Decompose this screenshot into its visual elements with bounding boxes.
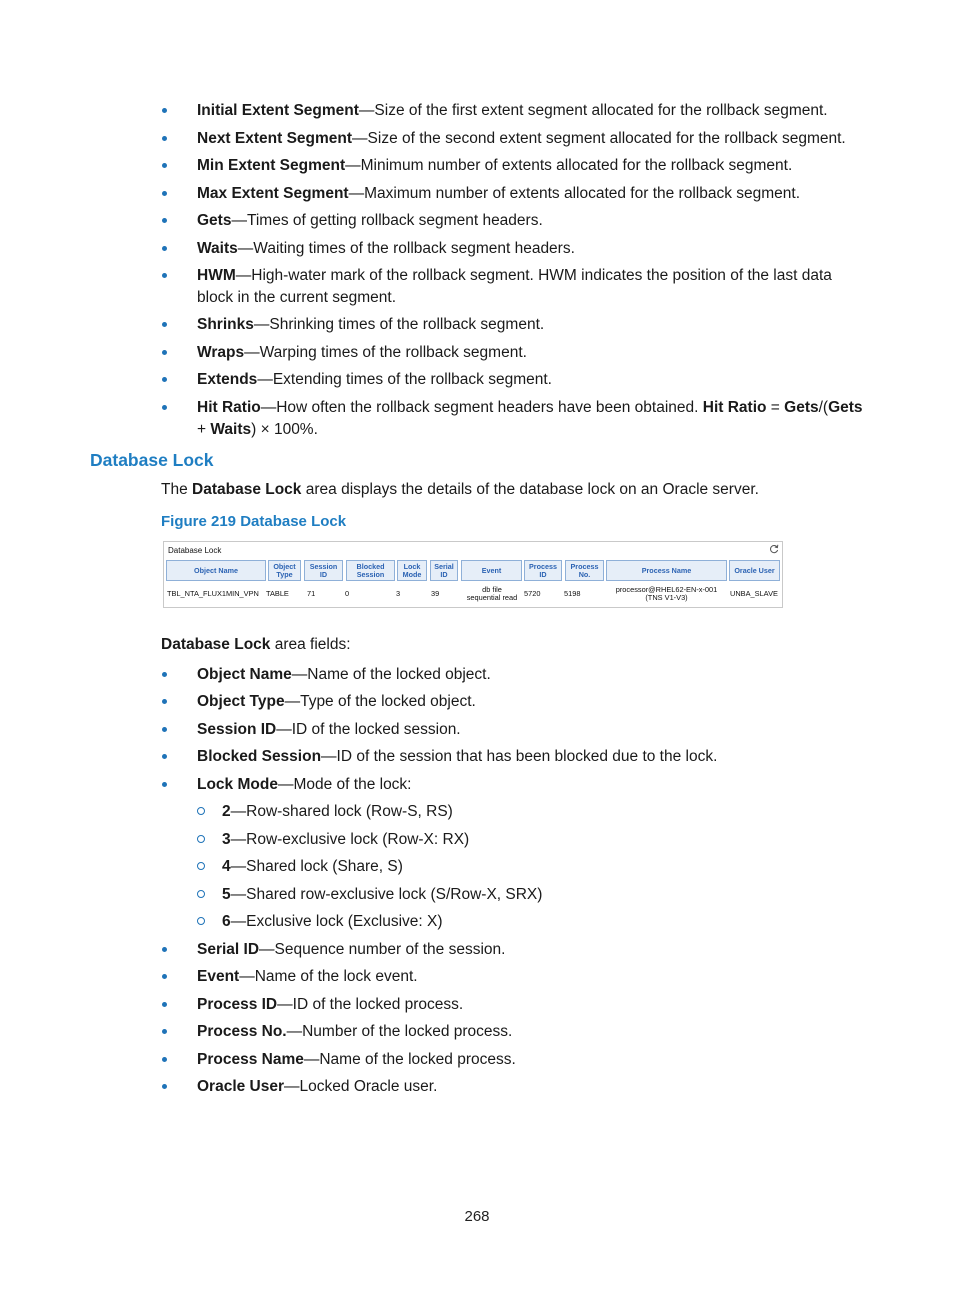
description: —Name of the locked process. <box>303 1051 516 1068</box>
term: Process ID <box>197 996 278 1013</box>
circle-bullet-icon <box>197 807 205 815</box>
header-label: Oracle User <box>734 565 775 575</box>
header-label: Process <box>529 561 557 571</box>
list-item <box>0 100 954 122</box>
bullet-icon <box>162 191 167 196</box>
bullet-icon <box>162 754 167 759</box>
description: —Size of the second extent segment allocated for the rollback segment. <box>352 130 846 147</box>
cell-line: db file <box>482 585 502 594</box>
term: Next Extent Segment <box>197 130 353 147</box>
description: —Minimum number of extents allocated for the rollback segment. <box>345 157 793 174</box>
term: Gets <box>197 212 232 229</box>
list-item <box>0 342 954 364</box>
bullet-icon <box>162 405 167 410</box>
description: —Number of the locked process. <box>286 1023 513 1040</box>
term: Waits <box>197 240 238 257</box>
bullet-icon <box>162 136 167 141</box>
term: HWM <box>197 267 236 284</box>
term: Max Extent Segment <box>197 185 349 202</box>
list-item <box>0 369 954 391</box>
column-header-session-id[interactable] <box>304 560 343 581</box>
column-header-blocked-session[interactable] <box>346 560 395 581</box>
list-item <box>0 128 954 150</box>
list-item <box>0 314 954 336</box>
header-label: Lock <box>403 561 421 571</box>
formula-text: = <box>766 399 785 416</box>
header-label: Object <box>273 561 296 571</box>
description: —Mode of the lock: <box>277 776 412 793</box>
cell-serial-id: 39 <box>431 589 440 598</box>
bullet-icon <box>162 1084 167 1089</box>
term: Wraps <box>197 344 245 361</box>
list-item <box>0 994 954 1016</box>
cell-object-type: TABLE <box>266 589 289 598</box>
description: —ID of the locked session. <box>276 721 461 738</box>
list-item <box>0 746 954 768</box>
term: 5 <box>222 886 231 903</box>
header-label: ID <box>440 569 448 579</box>
formula-term: Waits <box>210 420 252 438</box>
intro-text: area displays the details of the database lock on an Oracle server. <box>301 481 759 498</box>
description: —Times of getting rollback segment headers. <box>231 212 543 229</box>
term: Min Extent Segment <box>197 157 346 174</box>
header-label: No. <box>578 569 591 579</box>
description: —Name of the locked object. <box>291 666 491 683</box>
figure-caption: Figure 219 Database Lock <box>161 513 347 530</box>
list-item <box>0 265 954 309</box>
bullet-icon <box>162 782 167 787</box>
description: —Locked Oracle user. <box>284 1078 438 1095</box>
term: Serial ID <box>197 941 260 958</box>
description: —Waiting times of the rollback segment headers. <box>237 240 575 257</box>
formula-term: Hit Ratio <box>702 399 767 416</box>
column-header-serial-id[interactable] <box>430 560 458 581</box>
description: —Exclusive lock (Exclusive: X) <box>230 913 443 930</box>
formula-term: Gets <box>828 399 863 416</box>
header-label: Blocked <box>356 561 385 571</box>
page-number: 268 <box>464 1208 490 1225</box>
column-header-process-id[interactable] <box>524 560 562 581</box>
section-heading: Database Lock <box>90 450 214 470</box>
term: 3 <box>222 831 231 848</box>
term: Oracle User <box>197 1078 285 1095</box>
sub-list-item <box>0 856 954 878</box>
description: —Row-exclusive lock (Row-X: RX) <box>230 831 470 848</box>
header-label: ID <box>539 569 547 579</box>
term: Initial Extent Segment <box>197 102 359 119</box>
cell-lock-mode: 3 <box>396 589 401 598</box>
list-item <box>0 1021 954 1043</box>
description: —Sequence number of the session. <box>259 941 506 958</box>
cell-process-name <box>606 586 727 602</box>
bullet-icon <box>162 974 167 979</box>
cell-object-name: TBL_NTA_FLUX1MIN_VPN <box>167 589 259 598</box>
term: Object Type <box>197 693 285 710</box>
circle-bullet-icon <box>197 862 205 870</box>
description: —Row-shared lock (Row-S, RS) <box>230 803 453 820</box>
panel-title: Database Lock <box>168 546 222 555</box>
header-label: ID <box>319 569 328 579</box>
bullet-icon <box>162 1002 167 1007</box>
description: —ID of the locked process. <box>277 996 464 1013</box>
cell-line: processor@RHEL62-EN-x-001 <box>615 585 718 594</box>
bullet-icon <box>162 350 167 355</box>
list-item <box>0 719 954 741</box>
bullet-icon <box>162 1029 167 1034</box>
fields-intro <box>161 636 351 654</box>
header-label: Event <box>481 565 502 575</box>
term: Extends <box>197 371 258 388</box>
list-item <box>0 1049 954 1071</box>
term: Hit Ratio <box>197 399 261 416</box>
intro-term: Database Lock <box>192 481 302 498</box>
list-item <box>0 1076 954 1098</box>
bullet-icon <box>162 246 167 251</box>
column-header-object-name[interactable] <box>166 560 266 581</box>
header-label: Mode <box>402 569 422 579</box>
description: area fields: <box>270 636 351 653</box>
bullet-icon <box>162 1057 167 1062</box>
circle-bullet-icon <box>197 835 205 843</box>
description: —Shared row-exclusive lock (S/Row-X, SRX) <box>230 886 543 903</box>
list-item <box>0 210 954 232</box>
bullet-icon <box>162 218 167 223</box>
formula-term: Gets <box>784 399 819 416</box>
term: Process Name <box>197 1051 304 1068</box>
list-item-hit-ratio <box>0 397 954 441</box>
column-header-object-type[interactable] <box>268 560 301 581</box>
cell-event <box>462 586 522 602</box>
formula-text: ) × 100%. <box>251 420 318 438</box>
header-label: Process <box>570 561 599 571</box>
bullet-icon <box>162 377 167 382</box>
description: —Warping times of the rollback segment. <box>244 344 527 361</box>
bullet-icon <box>162 108 167 113</box>
header-label: Type <box>276 569 293 579</box>
cell-line: sequential read <box>466 593 518 602</box>
sub-list-item <box>0 911 954 933</box>
description: —Shared lock (Share, S) <box>230 858 403 875</box>
sub-list-item <box>0 884 954 906</box>
circle-bullet-icon <box>197 917 205 925</box>
list-item <box>0 155 954 177</box>
list-item <box>0 183 954 205</box>
bullet-icon <box>162 672 167 677</box>
formula-text: + <box>197 420 211 438</box>
header-label: Session <box>356 569 385 579</box>
header-label: Process Name <box>641 565 692 575</box>
column-header-process-name[interactable] <box>606 560 727 581</box>
description: —ID of the session that has been blocked due to the lock. <box>321 748 718 765</box>
term: Object Name <box>197 666 292 683</box>
refresh-icon[interactable] <box>769 544 779 554</box>
description: —Type of the locked object. <box>284 693 476 710</box>
header-label: Object Name <box>194 565 238 575</box>
term: Database Lock <box>161 636 271 653</box>
term: Session ID <box>197 721 277 738</box>
cell-oracle-user: UNBA_SLAVE <box>730 589 778 598</box>
column-header-oracle-user[interactable] <box>729 560 780 581</box>
column-header-process-no[interactable] <box>565 560 604 581</box>
cell-process-no: 5198 <box>564 589 581 598</box>
formula-text: /( <box>818 399 829 416</box>
bullet-icon <box>162 699 167 704</box>
list-item <box>0 966 954 988</box>
description: —Name of the lock event. <box>239 968 418 985</box>
column-header-event[interactable] <box>461 560 522 581</box>
bullet-icon <box>162 947 167 952</box>
description: —How often the rollback segment headers have been obtained. <box>260 399 703 416</box>
list-item <box>0 774 954 796</box>
term: 2 <box>222 803 231 820</box>
list-item <box>0 238 954 260</box>
list-item <box>0 939 954 961</box>
bullet-icon <box>162 163 167 168</box>
term: Process No. <box>197 1023 287 1040</box>
bullet-icon <box>162 273 167 278</box>
term: 6 <box>222 913 231 930</box>
column-header-lock-mode[interactable] <box>397 560 427 581</box>
cell-session-id: 71 <box>307 589 316 598</box>
term: Event <box>197 968 240 985</box>
sub-list-item <box>0 801 954 823</box>
intro-text: The <box>161 481 193 498</box>
intro-paragraph <box>161 481 759 499</box>
description: —Shrinking times of the rollback segment. <box>253 316 545 333</box>
description: —Maximum number of extents allocated for the rollback segment. <box>348 185 801 202</box>
cell-process-id: 5720 <box>524 589 541 598</box>
bullet-icon <box>162 727 167 732</box>
term: Lock Mode <box>197 776 278 793</box>
description: —Extending times of the rollback segment. <box>257 371 552 388</box>
bullet-icon <box>162 322 167 327</box>
cell-blocked-session: 0 <box>345 589 350 598</box>
cell-line: (TNS V1-V3) <box>645 593 688 602</box>
term: 4 <box>222 858 231 875</box>
database-lock-panel <box>163 541 783 608</box>
circle-bullet-icon <box>197 890 205 898</box>
list-item <box>0 664 954 686</box>
term: Shrinks <box>197 316 254 333</box>
term: Blocked Session <box>197 748 322 765</box>
sub-list-item <box>0 829 954 851</box>
list-item <box>0 691 954 713</box>
description: —High-water mark of the rollback segment. HWM indicates the position of the last data block in the current segment. <box>197 267 832 306</box>
header-label: Serial <box>434 561 454 571</box>
header-label: Session <box>309 561 338 571</box>
description: —Size of the first extent segment allocated for the rollback segment. <box>358 102 828 119</box>
